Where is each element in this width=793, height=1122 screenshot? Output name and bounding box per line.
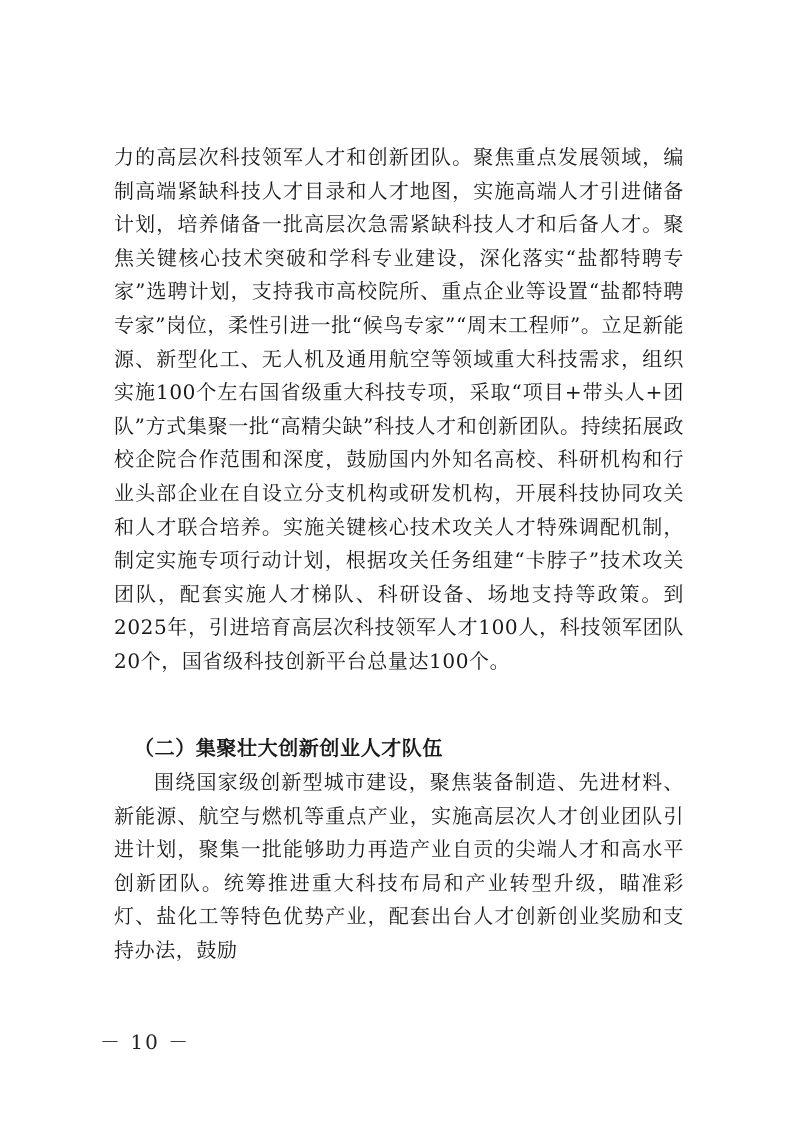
section-heading: （二）集聚壮大创新创业人才队伍 [134,736,443,760]
body-paragraph: 力的高层次科技领军人才和创新团队。聚焦重点发展领域，编制高端紧缺科技人才目录和人才地图，实施高端人才引进储备计划，培养储备一批高层次急需紧缺科技人才和后备人才。聚焦关键核心技术突破和学科专业建设，深化落实“盐都特聘专家”选聘计划，支持我市高校院所、重点企业等设置“盐都特聘专家”岗位，柔性引进一批“候鸟专家”“周末工程师”。立足新能源、新型化工、无人机及通用航空等领域重大科技需求，组织实施100个左右国省级重大科技专项，采取“项目+带头人+团队”方式集聚一批“高精尖缺”科技人才和创新团队。持续拓展政校企院合作范围和深度，鼓励国内外知名高校、科研机构和行业头部企业在自设立分支机构或研发机构，开展科技协同攻关和人才联合培养。实施关键核心技术攻关人才特殊调配机制，制定实施专项行动计划，根据攻关任务组建“卡脖子”技术攻关团队，配套实施人才梯队、科研设备、场地支持等政策。到2025年，引进培育高层次科技领军人才100人，科技领军团队20个，国省级科技创新平台总量达100个。 [114,145,684,673]
body-paragraph: 围绕国家级创新型城市建设，聚焦装备制造、先进材料、新能源、航空与燃机等重点产业，实施高层次人才创业团队引进计划，聚集一批能够助力再造产业自贡的尖端人才和高水平创新团队。统筹推进重大科技布局和产业转型升级，瞄准彩灯、盐化工等特色优势产业，配套出台人才创新创业奖励和支持办法，鼓励 [114,770,684,962]
page-number: － 10 － [100,1030,191,1054]
